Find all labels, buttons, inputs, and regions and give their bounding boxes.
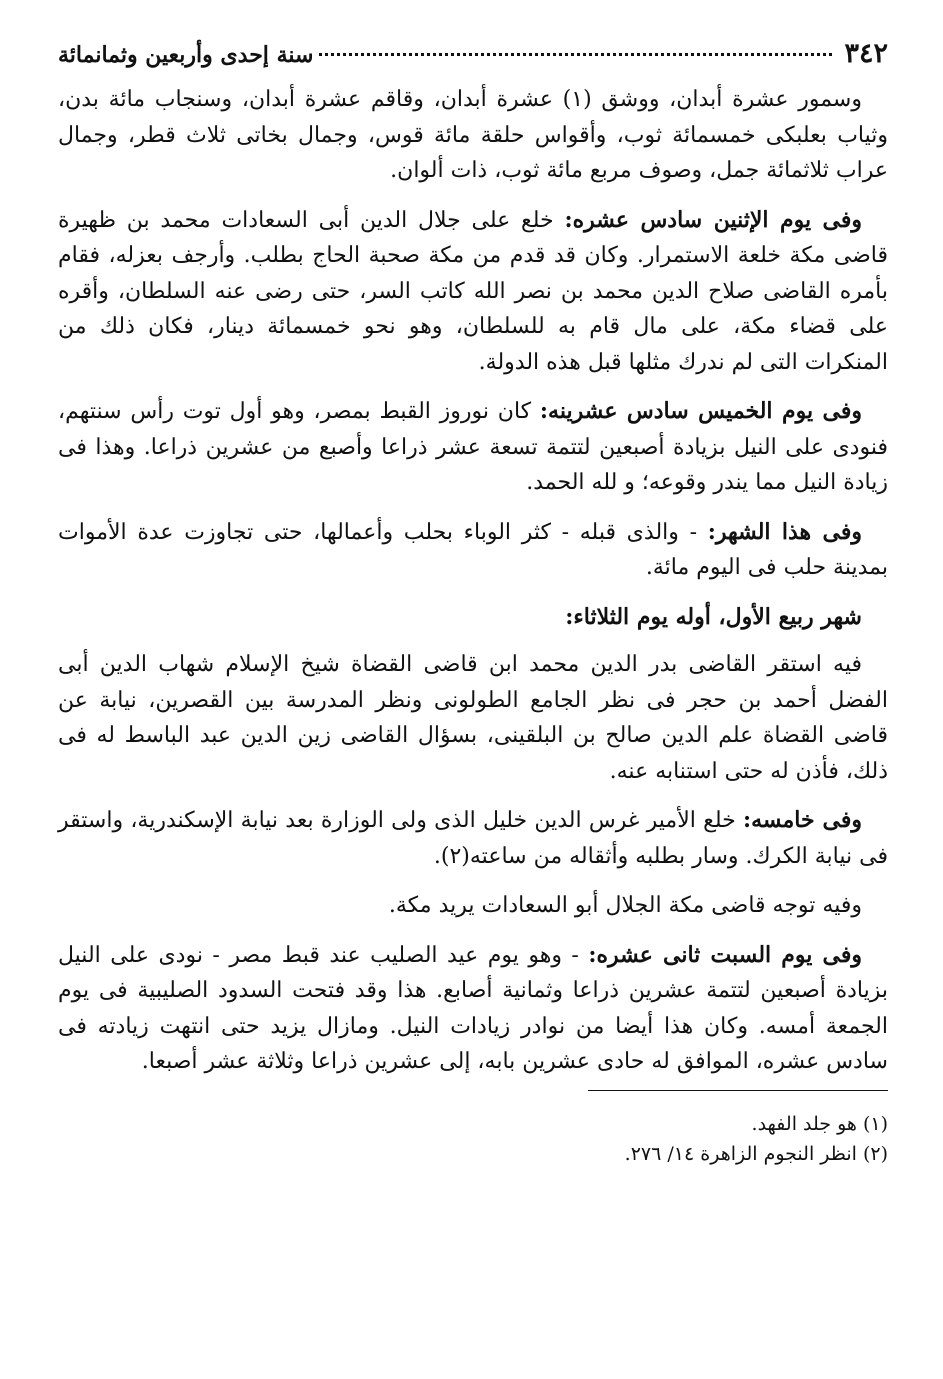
paragraph-lead: وفى خامسه: xyxy=(742,807,862,833)
paragraph xyxy=(58,647,888,789)
paragraph xyxy=(58,203,888,381)
footnote-divider xyxy=(588,1090,888,1091)
footnote: (١) هو جلد الفهد. xyxy=(751,1112,888,1135)
paragraph-text: وسمور عشرة أبدان، ووشق (١) عشرة أبدان، وقاقم عشرة أبدان، وسنجاب مائة بدن، وثياب بعلبكى خمسمائة ثوب، وأقواس حلقة مائة قوس، وجمال بخاتى ثلاث قطر، وجمال عراب ثلاثمائة جمل، وصوف مربع مائة ثوب، ذات ألوان. xyxy=(58,87,888,183)
book-page xyxy=(58,38,888,1169)
paragraph-lead: وفى يوم الخميس سادس عشرينه: xyxy=(539,398,862,424)
paragraph-text: كان نوروز القبط بمصر، وهو أول توت رأس سنتهم، فنودى على النيل بزيادة أصبعين لتتمة تسعة عشر ذراعا وأصبع من عشرين ذراعا. وهذا فى زيادة النيل مما يندر وقوعه؛ و لله الحمد. xyxy=(58,399,889,495)
paragraph-text: خلع الأمير غرس الدين خليل الذى ولى الوزارة بعد نيابة الإسكندرية، واستقر فى نيابة الكرك. وسار بطلبه وأثقاله من ساعته(٢). xyxy=(58,808,888,869)
paragraph-lead: وفى هذا الشهر: xyxy=(707,518,862,545)
paragraph xyxy=(58,888,888,924)
page-number: ٣٤٢ xyxy=(844,38,888,69)
paragraph-lead: وفى يوم الإثنين سادس عشره: xyxy=(564,206,863,233)
footnote: (٢) انظر النجوم الزاهرة ١٤/ ٢٧٦. xyxy=(624,1142,888,1165)
paragraph-text: - والذى قبله - كثر الوباء بحلب وأعمالها، حتى تجاوزت عدة الأموات بمدينة حلب فى اليوم مائة. xyxy=(58,519,888,580)
section-heading: شهر ربيع الأول، أوله يوم الثلاثاء: xyxy=(565,603,862,630)
footnotes xyxy=(58,1109,888,1169)
header-dot-leader xyxy=(319,53,832,56)
paragraph-text: - وهو يوم عيد الصليب عند قبط مصر - نودى على النيل بزيادة أصبعين لتتمة عشرين ذراعا وثمانية أصابع. هذا وقد فتحت السدود الصليبية فى يوم الجمعة أمسه. وكان هذا أيضا من نوادر زيادات النيل. ومازال يزيد حتى انتهت زيادته فى سادس عشره، الموافق له حادى عشرين بابه، إلى عشرين ذراعا وثلاثة عشر أصبعا. xyxy=(58,942,888,1074)
paragraph-text: وفيه توجه قاضى مكة الجلال أبو السعادات يريد مكة. xyxy=(388,893,862,918)
paragraph xyxy=(58,515,888,586)
paragraph xyxy=(58,394,888,501)
paragraph-text: خلع على جلال الدين أبى السعادات محمد بن ظهيرة قاضى مكة خلعة الاستمرار. وكان قد قدم من مكة صحبة الحاج بطلب. وأرجف بعزله، فقام بأمره القاضى صلاح الدين محمد بن نصر الله كاتب السر، حتى رضى عنه السلطان، وأقره على قضاء مكة، على مال قام به للسلطان، وهو نحو خمسمائة دينار، فكان ذلك من المنكرات التى لم ندرك مثلها قبل هذه الدولة. xyxy=(58,207,888,375)
running-header xyxy=(58,38,888,82)
paragraph-text: فيه استقر القاضى بدر الدين محمد ابن قاضى القضاة شيخ الإسلام شهاب الدين أبى الفضل أحمد بن حجر فى نظر الجامع الطولونى ونظر المدرسة بين القصرين، نيابة عن قاضى القضاة علم الدين صالح بن البلقينى، بسؤال القاضى زين الدين عبد الباسط له فى ذلك، فأذن له حتى استنابه عنه. xyxy=(58,652,888,784)
paragraph xyxy=(58,82,888,189)
paragraph-lead: وفى يوم السبت ثانى عشره: xyxy=(588,941,862,968)
paragraph xyxy=(58,938,888,1080)
running-title: سنة إحدى وأربعين وثمانمائة xyxy=(58,42,314,68)
main-text xyxy=(58,82,888,1080)
paragraph xyxy=(58,803,888,874)
